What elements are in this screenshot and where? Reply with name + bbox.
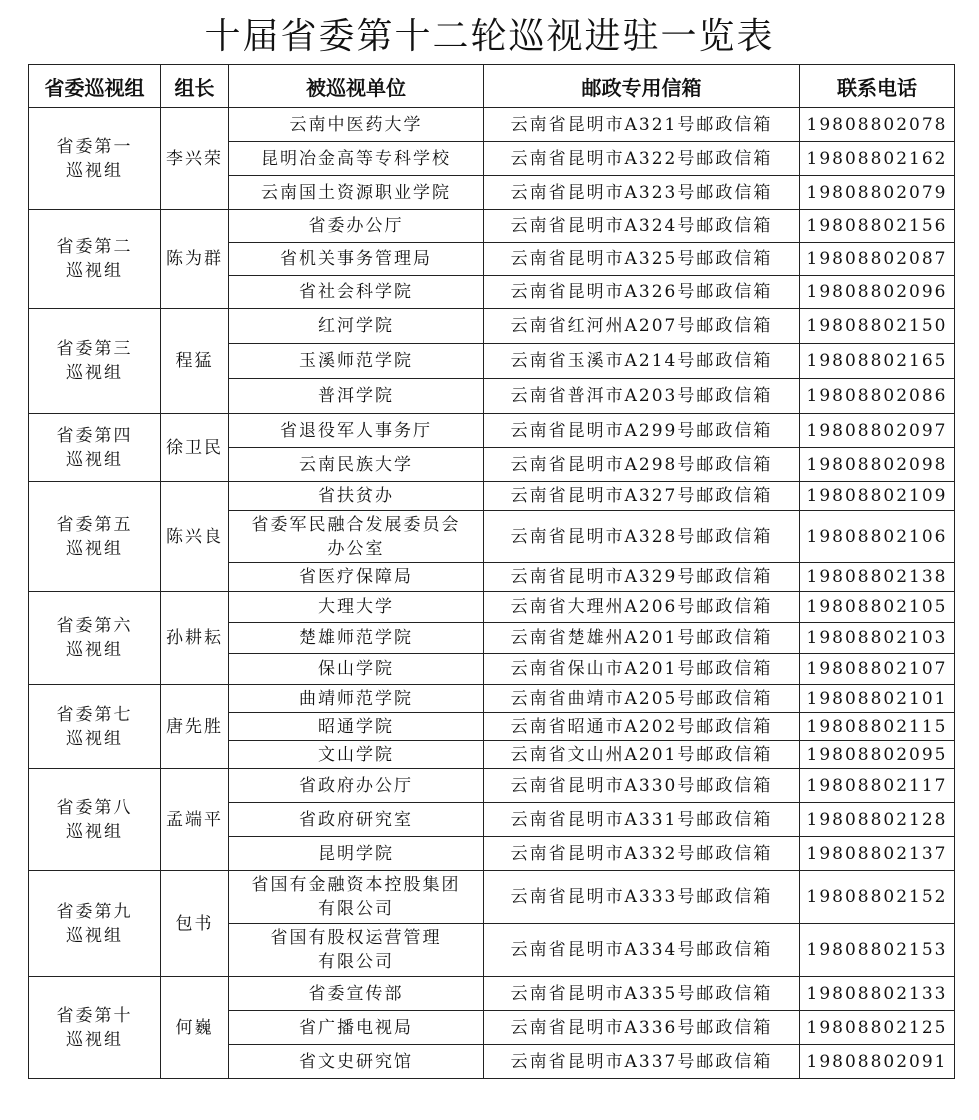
- mailbox-cell: 云南省昆明市A328号邮政信箱: [484, 511, 800, 563]
- phone-cell: 19808802137: [800, 837, 955, 871]
- unit-cell: [229, 344, 484, 379]
- group-name-line1: 省委第五: [56, 514, 133, 535]
- mailbox-cell: 云南省文山州A201号邮政信箱: [484, 741, 800, 769]
- phone-cell: 19808802133: [800, 977, 955, 1011]
- unit-name: 大理大学: [318, 597, 394, 617]
- unit-name: 省政府办公厅: [299, 775, 413, 796]
- unit-cell: [229, 142, 484, 176]
- unit-name: 红河学院: [318, 316, 394, 336]
- unit-cell: [229, 713, 484, 741]
- group-name-line1: 省委第十: [56, 1005, 133, 1026]
- unit-cell: [229, 414, 484, 448]
- table-row: [29, 977, 955, 1011]
- unit-name-line2: 有限公司: [318, 952, 394, 972]
- unit-cell: [229, 448, 484, 482]
- mailbox-cell: 云南省昆明市A331号邮政信箱: [484, 803, 800, 837]
- unit-cell: [229, 563, 484, 592]
- header-unit: 被巡视单位: [229, 65, 484, 108]
- leader-cell: 包书: [161, 871, 229, 977]
- phone-cell: 19808802106: [800, 511, 955, 563]
- leader-cell: 陈兴良: [161, 482, 229, 592]
- unit-cell: [229, 977, 484, 1011]
- unit-cell: [229, 176, 484, 210]
- group-name-line2: 巡视组: [66, 640, 123, 660]
- group-name-line1: 省委第六: [56, 616, 133, 636]
- phone-cell: 19808802087: [800, 243, 955, 276]
- table-body: [29, 108, 955, 1079]
- group-name-line1: 省委第一: [56, 136, 133, 157]
- unit-name: 昭通学院: [318, 716, 394, 737]
- leader-cell: 孙耕耘: [161, 592, 229, 685]
- mailbox-cell: 云南省昆明市A321号邮政信箱: [484, 108, 800, 142]
- unit-cell: [229, 108, 484, 142]
- mailbox-cell: 云南省昆明市A335号邮政信箱: [484, 977, 800, 1011]
- unit-cell: [229, 685, 484, 713]
- group-name-cell: [29, 482, 161, 592]
- group-name-cell: [29, 685, 161, 769]
- unit-cell: [229, 871, 484, 924]
- mailbox-cell: 云南省普洱市A203号邮政信箱: [484, 379, 800, 414]
- leader-cell: 李兴荣: [161, 108, 229, 210]
- group-name-cell: [29, 108, 161, 210]
- unit-name: 楚雄师范学院: [299, 628, 413, 648]
- phone-cell: 19808802091: [800, 1045, 955, 1079]
- group-name-cell: [29, 592, 161, 685]
- unit-name: 玉溪师范学院: [299, 351, 413, 371]
- unit-cell: [229, 837, 484, 871]
- phone-cell: 19808802095: [800, 741, 955, 769]
- page-title: 十届省委第十二轮巡视进驻一览表: [204, 16, 775, 57]
- phone-cell: 19808802115: [800, 713, 955, 741]
- table-row: [29, 482, 955, 511]
- unit-name: 省政府研究室: [299, 809, 413, 830]
- group-name-line1: 省委第八: [56, 797, 133, 818]
- unit-name: 保山学院: [318, 659, 394, 679]
- table-row: [29, 210, 955, 243]
- unit-cell: [229, 592, 484, 623]
- mailbox-cell: 云南省昆明市A327号邮政信箱: [484, 482, 800, 511]
- unit-cell: [229, 379, 484, 414]
- table-row: [29, 108, 955, 142]
- unit-name-line2: 办公室: [327, 538, 385, 559]
- phone-cell: 19808802165: [800, 344, 955, 379]
- mailbox-cell: 云南省曲靖市A205号邮政信箱: [484, 685, 800, 713]
- mailbox-cell: 云南省保山市A201号邮政信箱: [484, 654, 800, 685]
- leader-cell: 陈为群: [161, 210, 229, 309]
- phone-cell: 19808802096: [800, 276, 955, 309]
- unit-name: 云南国土资源职业学院: [261, 182, 451, 203]
- phone-cell: 19808802079: [800, 176, 955, 210]
- mailbox-cell: 云南省昆明市A326号邮政信箱: [484, 276, 800, 309]
- phone-cell: 19808802152: [800, 871, 955, 924]
- phone-cell: 19808802107: [800, 654, 955, 685]
- unit-name: 曲靖师范学院: [299, 688, 413, 709]
- unit-cell: [229, 924, 484, 977]
- group-name-line1: 省委第七: [56, 704, 133, 725]
- phone-cell: 19808802156: [800, 210, 955, 243]
- group-name-line1: 省委第九: [56, 901, 133, 922]
- header-group: 省委巡视组: [29, 65, 161, 108]
- mailbox-cell: 云南省昆明市A329号邮政信箱: [484, 563, 800, 592]
- unit-name: 云南中医药大学: [289, 114, 423, 135]
- inspection-table: [28, 64, 955, 1079]
- unit-name: 省机关事务管理局: [280, 249, 432, 269]
- unit-name: 省扶贫办: [318, 486, 394, 506]
- mailbox-cell: 云南省昆明市A330号邮政信箱: [484, 769, 800, 803]
- phone-cell: 19808802109: [800, 482, 955, 511]
- group-name-cell: [29, 769, 161, 871]
- mailbox-cell: 云南省昆明市A298号邮政信箱: [484, 448, 800, 482]
- group-name-line1: 省委第三: [56, 339, 133, 359]
- unit-cell: [229, 803, 484, 837]
- phone-cell: 19808802098: [800, 448, 955, 482]
- mailbox-cell: 云南省昆明市A299号邮政信箱: [484, 414, 800, 448]
- group-name-line2: 巡视组: [66, 821, 123, 842]
- mailbox-cell: 云南省昆明市A332号邮政信箱: [484, 837, 800, 871]
- mailbox-cell: 云南省大理州A206号邮政信箱: [484, 592, 800, 623]
- group-name-line1: 省委第二: [56, 237, 133, 257]
- unit-name: 省社会科学院: [299, 282, 413, 302]
- table-row: [29, 769, 955, 803]
- unit-name: 省委办公厅: [308, 216, 404, 236]
- phone-cell: 19808802162: [800, 142, 955, 176]
- leader-cell: 孟端平: [161, 769, 229, 871]
- group-name-line2: 巡视组: [66, 538, 123, 559]
- unit-name: 省国有股权运营管理: [270, 928, 442, 948]
- phone-cell: 19808802138: [800, 563, 955, 592]
- unit-cell: [229, 309, 484, 344]
- mailbox-cell: 云南省昆明市A333号邮政信箱: [484, 871, 800, 924]
- group-name-line1: 省委第四: [56, 425, 133, 446]
- group-name-line2: 巡视组: [66, 925, 123, 946]
- unit-name: 文山学院: [318, 744, 394, 765]
- unit-name: 省委军民融合发展委员会: [251, 514, 461, 535]
- mailbox-cell: 云南省昆明市A334号邮政信箱: [484, 924, 800, 977]
- phone-cell: 19808802125: [800, 1011, 955, 1045]
- unit-name: 省广播电视局: [299, 1017, 413, 1038]
- mailbox-cell: 云南省昆明市A337号邮政信箱: [484, 1045, 800, 1079]
- unit-cell: [229, 482, 484, 511]
- table-row: [29, 871, 955, 924]
- group-name-cell: [29, 309, 161, 414]
- table-row: [29, 414, 955, 448]
- leader-cell: 徐卫民: [161, 414, 229, 482]
- unit-cell: [229, 741, 484, 769]
- unit-name: 云南民族大学: [299, 454, 413, 475]
- unit-cell: [229, 769, 484, 803]
- group-name-cell: [29, 871, 161, 977]
- group-name-line2: 巡视组: [66, 261, 123, 281]
- header-leader: 组长: [161, 65, 229, 108]
- group-name-line2: 巡视组: [66, 1029, 123, 1050]
- mailbox-cell: 云南省昭通市A202号邮政信箱: [484, 713, 800, 741]
- header-row: [29, 65, 955, 108]
- group-name-line2: 巡视组: [66, 449, 123, 470]
- mailbox-cell: 云南省红河州A207号邮政信箱: [484, 309, 800, 344]
- table-row: [29, 309, 955, 344]
- unit-name: 昆明冶金高等专科学校: [261, 148, 451, 169]
- leader-cell: 唐先胜: [161, 685, 229, 769]
- unit-cell: [229, 243, 484, 276]
- header-mailbox: 邮政专用信箱: [484, 65, 800, 108]
- unit-cell: [229, 1011, 484, 1045]
- unit-name: 普洱学院: [318, 386, 394, 406]
- table-row: [29, 685, 955, 713]
- phone-cell: 19808802117: [800, 769, 955, 803]
- group-name-line2: 巡视组: [66, 363, 123, 383]
- unit-cell: [229, 623, 484, 654]
- group-name-line2: 巡视组: [66, 728, 123, 749]
- unit-cell: [229, 511, 484, 563]
- phone-cell: 19808802153: [800, 924, 955, 977]
- phone-cell: 19808802128: [800, 803, 955, 837]
- leader-cell: 程猛: [161, 309, 229, 414]
- header-phone: 联系电话: [800, 65, 955, 108]
- phone-cell: 19808802101: [800, 685, 955, 713]
- unit-name: 省文史研究馆: [299, 1051, 413, 1072]
- unit-cell: [229, 654, 484, 685]
- phone-cell: 19808802078: [800, 108, 955, 142]
- group-name-cell: [29, 210, 161, 309]
- mailbox-cell: 云南省玉溪市A214号邮政信箱: [484, 344, 800, 379]
- mailbox-cell: 云南省昆明市A324号邮政信箱: [484, 210, 800, 243]
- phone-cell: 19808802105: [800, 592, 955, 623]
- mailbox-cell: 云南省昆明市A336号邮政信箱: [484, 1011, 800, 1045]
- phone-cell: 19808802097: [800, 414, 955, 448]
- unit-name: 省医疗保障局: [299, 567, 413, 587]
- phone-cell: 19808802086: [800, 379, 955, 414]
- unit-name: 省国有金融资本控股集团: [251, 875, 461, 895]
- mailbox-cell: 云南省昆明市A322号邮政信箱: [484, 142, 800, 176]
- mailbox-cell: 云南省昆明市A325号邮政信箱: [484, 243, 800, 276]
- unit-name: 省委宣传部: [308, 983, 404, 1004]
- unit-cell: [229, 276, 484, 309]
- unit-cell: [229, 210, 484, 243]
- mailbox-cell: 云南省楚雄州A201号邮政信箱: [484, 623, 800, 654]
- table-row: [29, 592, 955, 623]
- unit-cell: [229, 1045, 484, 1079]
- phone-cell: 19808802103: [800, 623, 955, 654]
- unit-name: 省退役军人事务厅: [280, 420, 432, 441]
- leader-cell: 何巍: [161, 977, 229, 1079]
- unit-name: 昆明学院: [318, 843, 394, 864]
- group-name-line2: 巡视组: [66, 160, 123, 181]
- unit-name-line2: 有限公司: [318, 899, 394, 919]
- group-name-cell: [29, 414, 161, 482]
- mailbox-cell: 云南省昆明市A323号邮政信箱: [484, 176, 800, 210]
- group-name-cell: [29, 977, 161, 1079]
- phone-cell: 19808802150: [800, 309, 955, 344]
